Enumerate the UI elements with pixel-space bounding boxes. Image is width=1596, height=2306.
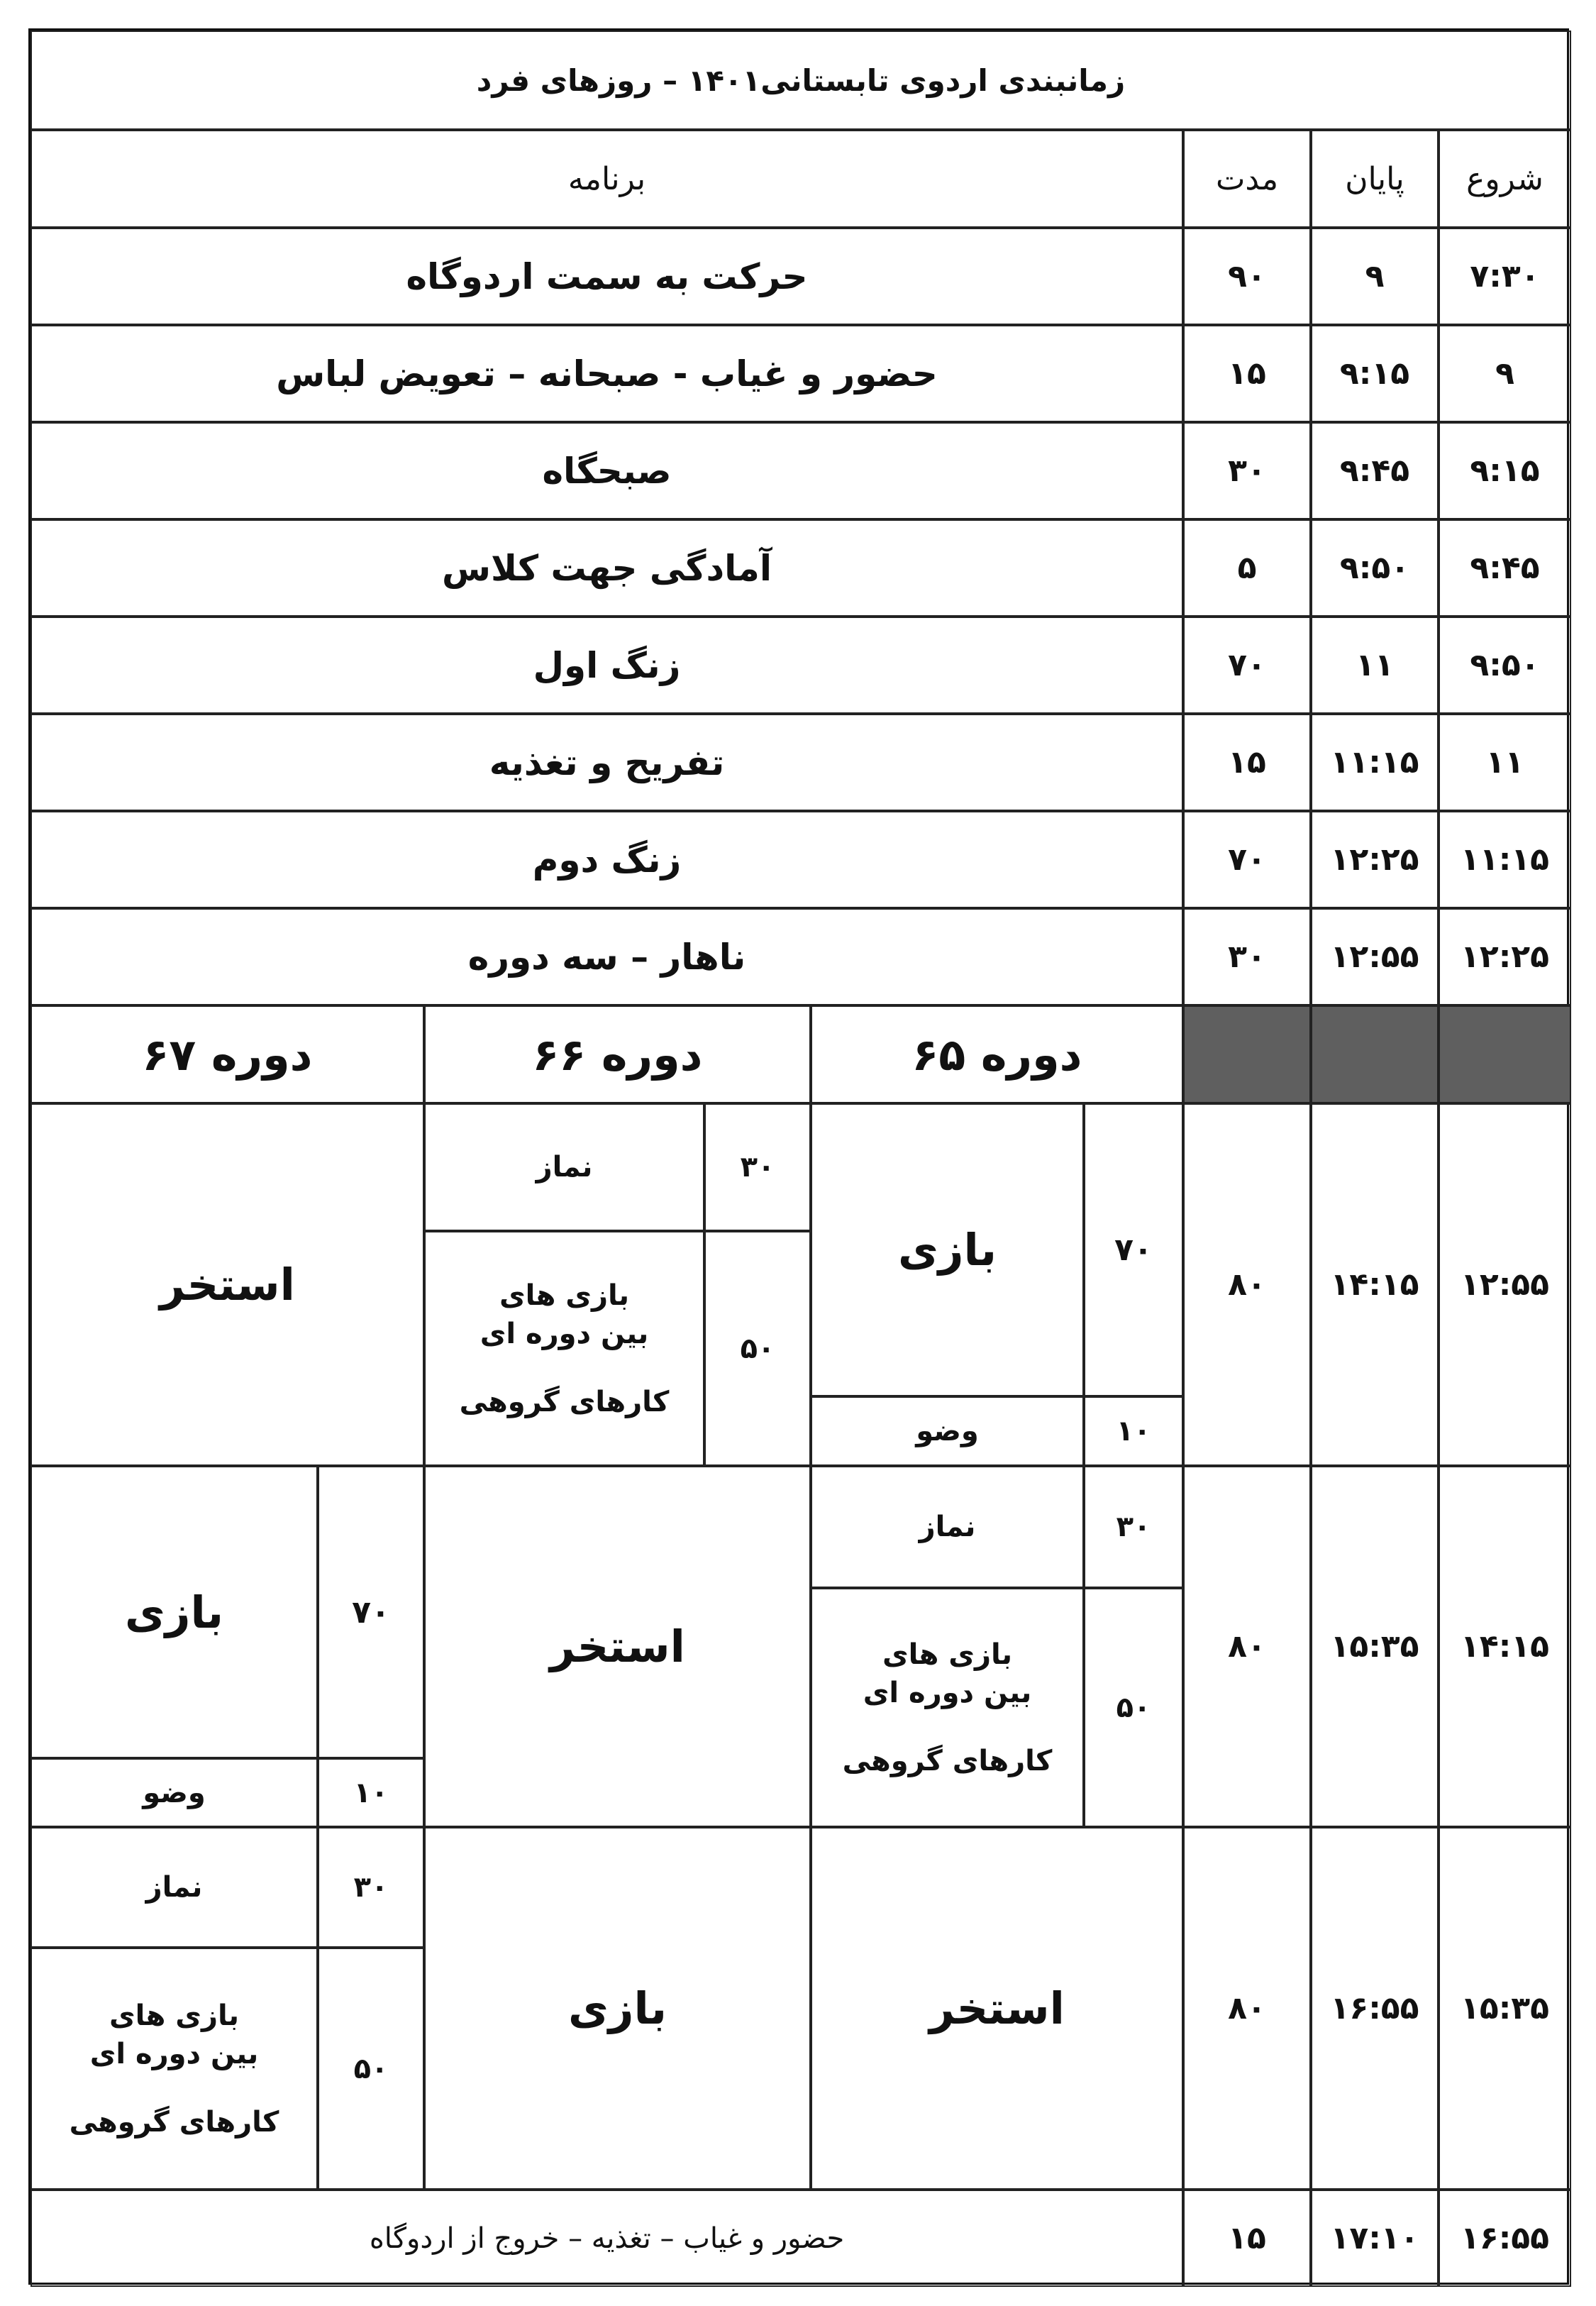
- row-duration: ۳۰: [1183, 422, 1311, 519]
- inter-games-line1: بازی های: [882, 1638, 1013, 1671]
- row-end-time: ۹:۵۰: [1311, 519, 1439, 617]
- schedule-table: [28, 28, 1569, 2285]
- activity-play: بازی: [811, 1103, 1084, 1396]
- block-end-time: ۱۶:۵۵: [1311, 1827, 1439, 2190]
- block-duration: ۸۰: [1183, 1466, 1311, 1827]
- header-duration: مدت: [1183, 130, 1311, 228]
- minutes-cell: ۳۰: [1084, 1466, 1183, 1588]
- minutes-cell: ۳۰: [318, 1827, 424, 1948]
- activity-play: بازی: [31, 1466, 318, 1758]
- activity-inter-games: [424, 1231, 704, 1466]
- activity-inter-games: [811, 1588, 1084, 1827]
- minutes-cell: ۳۰: [704, 1103, 811, 1231]
- row-duration: ۳۰: [1183, 908, 1311, 1005]
- minutes-cell: ۵۰: [704, 1231, 811, 1466]
- header-program: برنامه: [31, 130, 1183, 228]
- row-end-time: ۱۲:۵۵: [1311, 908, 1439, 1005]
- final-duration: ۱۵: [1183, 2190, 1311, 2287]
- inter-games-line2: بین دوره ای: [89, 2037, 259, 2070]
- row-duration: ۵: [1183, 519, 1311, 617]
- row-program: تفریح و تغذیه: [31, 714, 1183, 811]
- minutes-cell: ۷۰: [1084, 1103, 1183, 1396]
- activity-pool: استخر: [31, 1103, 424, 1466]
- block-end-time: ۱۴:۱۵: [1311, 1103, 1439, 1466]
- block-start-time: ۱۴:۱۵: [1439, 1466, 1571, 1827]
- row-end-time: ۹:۱۵: [1311, 325, 1439, 422]
- block-start-time: ۱۲:۵۵: [1439, 1103, 1571, 1466]
- activity-prayer: نماز: [811, 1466, 1084, 1588]
- row-program: حرکت به سمت اردوگاه: [31, 228, 1183, 325]
- header-blank-cell: [1311, 1005, 1439, 1103]
- block-duration: ۸۰: [1183, 1827, 1311, 2190]
- row-start-time: ۱۲:۲۵: [1439, 908, 1571, 1005]
- block-end-time: ۱۵:۳۵: [1311, 1466, 1439, 1827]
- row-end-time: ۱۱:۱۵: [1311, 714, 1439, 811]
- row-start-time: ۹: [1439, 325, 1571, 422]
- inter-games-line2: بین دوره ای: [863, 1676, 1032, 1709]
- final-program: حضور و غیاب – تغذیه – خروج از اردوگاه: [31, 2190, 1183, 2287]
- activity-wudu: وضو: [811, 1396, 1084, 1466]
- minutes-cell: ۷۰: [318, 1466, 424, 1758]
- group-work-label: کارهای گروهی: [69, 2105, 279, 2139]
- row-start-time: ۷:۳۰: [1439, 228, 1571, 325]
- activity-play: بازی: [424, 1827, 811, 2190]
- activity-prayer: نماز: [424, 1103, 704, 1231]
- row-start-time: ۱۱: [1439, 714, 1571, 811]
- final-start-time: ۱۶:۵۵: [1439, 2190, 1571, 2287]
- header-blank-cell: [1439, 1005, 1571, 1103]
- group-work-label: کارهای گروهی: [459, 1385, 670, 1418]
- row-end-time: ۱۲:۲۵: [1311, 811, 1439, 908]
- inter-games-line1: بازی های: [109, 1999, 240, 2032]
- group-65-header: دوره ۶۵: [811, 1005, 1183, 1103]
- header-end: پایان: [1311, 130, 1439, 228]
- inter-games-line1: بازی های: [499, 1279, 630, 1312]
- activity-wudu: وضو: [31, 1758, 318, 1827]
- minutes-cell: ۵۰: [318, 1948, 424, 2190]
- group-66-header: دوره ۶۶: [424, 1005, 811, 1103]
- row-end-time: ۱۱: [1311, 617, 1439, 714]
- row-end-time: ۹: [1311, 228, 1439, 325]
- activity-pool: استخر: [811, 1827, 1183, 2190]
- minutes-cell: ۵۰: [1084, 1588, 1183, 1827]
- minutes-cell: ۱۰: [318, 1758, 424, 1827]
- row-duration: ۹۰: [1183, 228, 1311, 325]
- row-program: صبحگاه: [31, 422, 1183, 519]
- row-program: حضور و غیاب - صبحانه – تعویض لباس: [31, 325, 1183, 422]
- schedule-title: زمانبندی اردوی تابستانی۱۴۰۱ – روزهای فرد: [31, 31, 1571, 130]
- row-end-time: ۹:۴۵: [1311, 422, 1439, 519]
- minutes-cell: ۱۰: [1084, 1396, 1183, 1466]
- header-start: شروع: [1439, 130, 1571, 228]
- activity-inter-games: [31, 1948, 318, 2190]
- row-duration: ۱۵: [1183, 325, 1311, 422]
- header-blank-cell: [1183, 1005, 1311, 1103]
- row-start-time: ۹:۱۵: [1439, 422, 1571, 519]
- activity-pool: استخر: [424, 1466, 811, 1827]
- inter-games-line2: بین دوره ای: [480, 1317, 649, 1350]
- row-start-time: ۱۱:۱۵: [1439, 811, 1571, 908]
- row-duration: ۷۰: [1183, 811, 1311, 908]
- row-start-time: ۹:۴۵: [1439, 519, 1571, 617]
- row-program: آمادگی جهت کلاس: [31, 519, 1183, 617]
- row-duration: ۷۰: [1183, 617, 1311, 714]
- group-work-label: کارهای گروهی: [842, 1744, 1053, 1777]
- row-program: زنگ اول: [31, 617, 1183, 714]
- row-duration: ۱۵: [1183, 714, 1311, 811]
- activity-prayer: نماز: [31, 1827, 318, 1948]
- row-start-time: ۹:۵۰: [1439, 617, 1571, 714]
- row-program: ناهار – سه دوره: [31, 908, 1183, 1005]
- block-duration: ۸۰: [1183, 1103, 1311, 1466]
- final-end-time: ۱۷:۱۰: [1311, 2190, 1439, 2287]
- group-67-header: دوره ۶۷: [31, 1005, 424, 1103]
- row-program: زنگ دوم: [31, 811, 1183, 908]
- block-start-time: ۱۵:۳۵: [1439, 1827, 1571, 2190]
